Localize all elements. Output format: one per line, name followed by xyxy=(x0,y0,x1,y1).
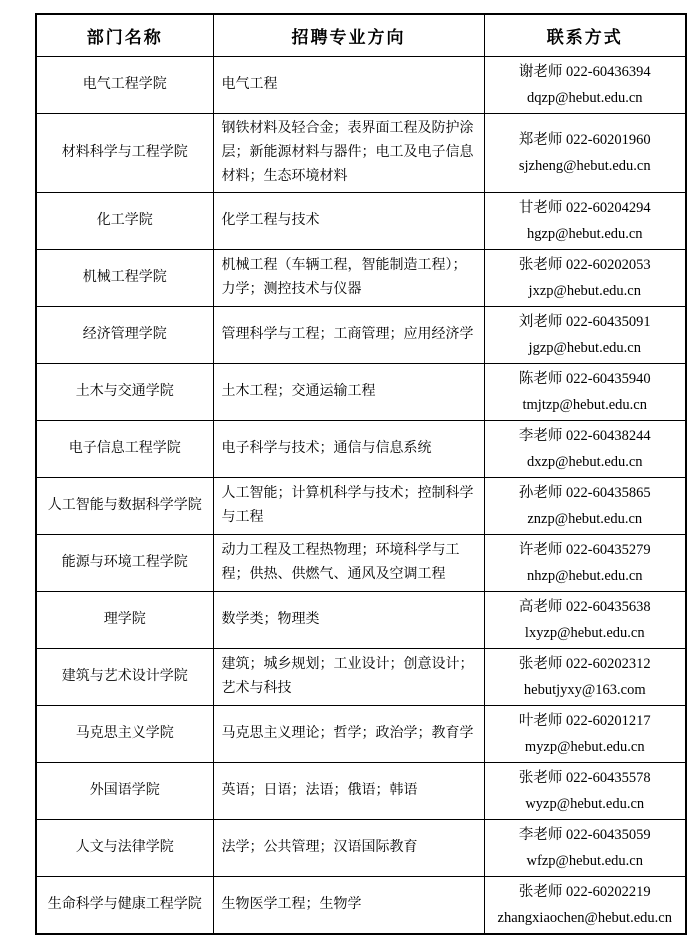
contact-email: hgzp@hebut.edu.cn xyxy=(526,226,643,242)
department-cell: 人工智能与数据科学学院 xyxy=(36,478,213,535)
contact-person-phone: 孙老师 022-60435865 xyxy=(518,485,651,501)
table-row xyxy=(36,763,686,820)
department-cell: 马克思主义学院 xyxy=(36,706,213,763)
contact-email: wfzp@hebut.edu.cn xyxy=(526,853,643,869)
majors-cell: 生物医学工程；生物学 xyxy=(213,877,484,935)
department-cell: 理学院 xyxy=(36,592,213,649)
contact-email: jgzp@hebut.edu.cn xyxy=(528,340,641,356)
contact-person-phone: 刘老师 022-60435091 xyxy=(518,314,651,330)
table-row xyxy=(36,649,686,706)
contact-person-phone: 陈老师 022-60435940 xyxy=(518,371,651,387)
department-cell: 经济管理学院 xyxy=(36,307,213,364)
majors-cell: 英语；日语；法语；俄语；韩语 xyxy=(213,763,484,820)
contact-email: jxzp@hebut.edu.cn xyxy=(528,283,641,299)
contact-cell xyxy=(484,421,686,478)
contact-person-phone: 郑老师 022-60201960 xyxy=(518,132,651,148)
contact-email: tmjtzp@hebut.edu.cn xyxy=(522,397,647,413)
contact-cell xyxy=(484,307,686,364)
majors-cell: 动力工程及工程热物理；环境科学与工程；供热、供燃气、通风及空调工程 xyxy=(213,535,484,592)
majors-cell: 数学类；物理类 xyxy=(213,592,484,649)
contact-email: hebutjyxy@163.com xyxy=(523,682,646,698)
table-row xyxy=(36,364,686,421)
table-row xyxy=(36,421,686,478)
table-row xyxy=(36,57,686,114)
recruitment-table-wrap xyxy=(35,13,687,935)
majors-cell: 法学；公共管理；汉语国际教育 xyxy=(213,820,484,877)
contact-person-phone: 谢老师 022-60436394 xyxy=(518,64,651,80)
header-contact: 联系方式 xyxy=(484,14,686,57)
department-cell: 建筑与艺术设计学院 xyxy=(36,649,213,706)
contact-person-phone: 叶老师 022-60201217 xyxy=(518,713,651,729)
department-cell: 土木与交通学院 xyxy=(36,364,213,421)
majors-cell: 建筑；城乡规划；工业设计；创意设计；艺术与科技 xyxy=(213,649,484,706)
majors-cell: 马克思主义理论；哲学；政治学；教育学 xyxy=(213,706,484,763)
table-row xyxy=(36,307,686,364)
majors-cell: 人工智能；计算机科学与技术；控制科学与工程 xyxy=(213,478,484,535)
contact-person-phone: 许老师 022-60435279 xyxy=(518,542,651,558)
majors-cell: 土木工程；交通运输工程 xyxy=(213,364,484,421)
department-cell: 机械工程学院 xyxy=(36,250,213,307)
contact-cell xyxy=(484,706,686,763)
department-cell: 材料科学与工程学院 xyxy=(36,114,213,193)
contact-email: zhangxiaochen@hebut.edu.cn xyxy=(497,910,672,926)
contact-person-phone: 张老师 022-60435578 xyxy=(518,770,651,786)
department-cell: 人文与法律学院 xyxy=(36,820,213,877)
department-cell: 电子信息工程学院 xyxy=(36,421,213,478)
contact-email: dxzp@hebut.edu.cn xyxy=(526,454,643,470)
majors-cell: 电子科学与技术；通信与信息系统 xyxy=(213,421,484,478)
contact-email: dqzp@hebut.edu.cn xyxy=(526,90,643,106)
table-row xyxy=(36,706,686,763)
header-department: 部门名称 xyxy=(36,14,213,57)
department-cell: 生命科学与健康工程学院 xyxy=(36,877,213,935)
department-cell: 电气工程学院 xyxy=(36,57,213,114)
department-cell: 外国语学院 xyxy=(36,763,213,820)
contact-cell xyxy=(484,250,686,307)
table-row xyxy=(36,592,686,649)
department-cell: 能源与环境工程学院 xyxy=(36,535,213,592)
contact-person-phone: 张老师 022-60202312 xyxy=(518,656,651,672)
contact-email: znzp@hebut.edu.cn xyxy=(527,511,643,527)
contact-cell xyxy=(484,877,686,935)
contact-person-phone: 李老师 022-60438244 xyxy=(518,428,651,444)
department-cell: 化工学院 xyxy=(36,193,213,250)
contact-person-phone: 张老师 022-60202219 xyxy=(518,884,651,900)
contact-cell xyxy=(484,763,686,820)
contact-person-phone: 甘老师 022-60204294 xyxy=(518,200,651,216)
contact-cell xyxy=(484,649,686,706)
table-row xyxy=(36,877,686,935)
majors-cell: 电气工程 xyxy=(213,57,484,114)
contact-cell xyxy=(484,114,686,193)
contact-cell xyxy=(484,57,686,114)
contact-cell xyxy=(484,535,686,592)
contact-person-phone: 高老师 022-60435638 xyxy=(518,599,651,615)
contact-email: myzp@hebut.edu.cn xyxy=(524,739,645,755)
contact-cell xyxy=(484,193,686,250)
contact-cell xyxy=(484,364,686,421)
table-header-row xyxy=(36,14,686,57)
table-row xyxy=(36,820,686,877)
contact-email: sjzheng@hebut.edu.cn xyxy=(518,158,651,174)
majors-cell: 钢铁材料及轻合金；表界面工程及防护涂层；新能源材料与器件；电工及电子信息材料；生态环境材料 xyxy=(213,114,484,193)
header-majors: 招聘专业方向 xyxy=(213,14,484,57)
contact-cell xyxy=(484,478,686,535)
majors-cell: 管理科学与工程；工商管理；应用经济学 xyxy=(213,307,484,364)
contact-email: nhzp@hebut.edu.cn xyxy=(526,568,643,584)
contact-email: lxyzp@hebut.edu.cn xyxy=(524,625,645,641)
contact-cell xyxy=(484,820,686,877)
table-row xyxy=(36,250,686,307)
table-row xyxy=(36,114,686,193)
contact-person-phone: 张老师 022-60202053 xyxy=(518,257,651,273)
table-row xyxy=(36,535,686,592)
table-row xyxy=(36,193,686,250)
majors-cell: 化学工程与技术 xyxy=(213,193,484,250)
contact-person-phone: 李老师 022-60435059 xyxy=(518,827,651,843)
recruitment-table xyxy=(35,13,687,935)
table-row xyxy=(36,478,686,535)
contact-cell xyxy=(484,592,686,649)
contact-email: wyzp@hebut.edu.cn xyxy=(525,796,645,812)
majors-cell: 机械工程（车辆工程，智能制造工程）；力学；测控技术与仪器 xyxy=(213,250,484,307)
